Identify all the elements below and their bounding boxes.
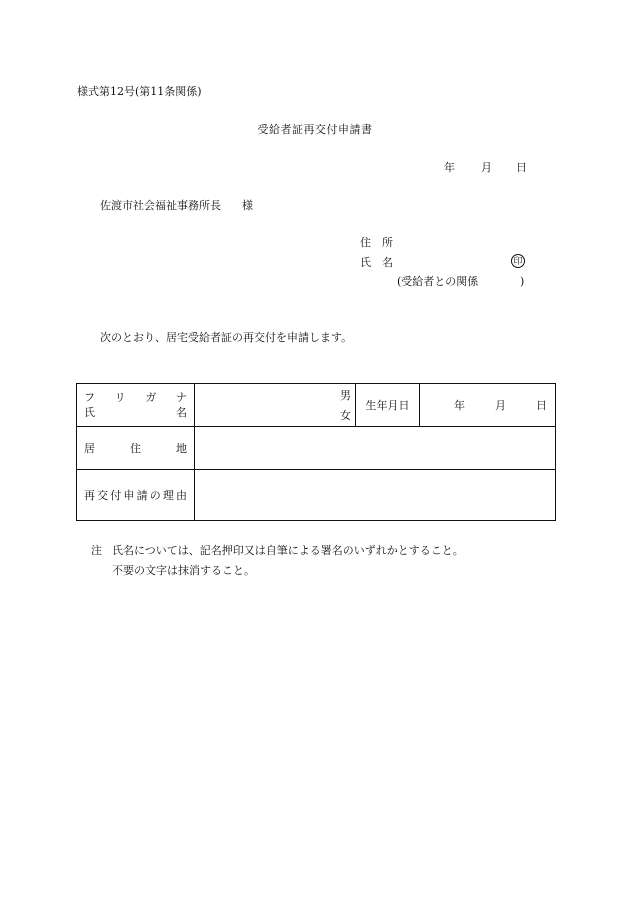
furigana-char: フ xyxy=(84,391,95,404)
reason-label-char: 請 xyxy=(136,488,148,502)
note-line-1: 氏名については、記名押印又は自筆による署名のいずれかとすること。 xyxy=(112,544,464,557)
sex-female-option[interactable]: 女 xyxy=(340,409,351,422)
application-statement: 次のとおり、居宅受給者証の再交付を申請します。 xyxy=(100,331,353,344)
name-and-sex-field[interactable] xyxy=(195,384,356,427)
birthdate-label: 生年月日 xyxy=(356,384,420,427)
name-row xyxy=(77,384,556,427)
addressee-honorific: 様 xyxy=(242,199,253,212)
residence-label-cell xyxy=(77,427,195,470)
furigana-char: ナ xyxy=(175,391,187,404)
residence-row xyxy=(77,427,556,470)
seal-mark-icon: 印 xyxy=(511,254,525,268)
sex-male-option[interactable]: 男 xyxy=(340,389,351,402)
reissue-reason-label xyxy=(77,488,194,503)
form-number: 様式第12号(第11条関係) xyxy=(77,85,202,98)
note-line-2: 不要の文字は抹消すること。 xyxy=(112,564,255,577)
document-title: 受給者証再交付申請書 xyxy=(257,123,373,136)
note-mark: 注 xyxy=(91,544,102,557)
date-year-label: 年 xyxy=(444,161,455,174)
birthdate-year-label: 年 xyxy=(454,399,465,412)
reason-label-char: 再 xyxy=(84,488,95,502)
applicant-info-table xyxy=(76,383,556,521)
residence-label-char: 住 xyxy=(130,441,141,455)
residence-label-char: 地 xyxy=(176,441,187,455)
reason-label-char: 交 xyxy=(97,488,109,502)
date-day-label: 日 xyxy=(516,161,527,174)
name-label-char: 名 xyxy=(176,406,187,419)
reason-label-char: 由 xyxy=(175,488,187,502)
furigana-char: ガ xyxy=(145,391,157,404)
name-label-char: 氏 xyxy=(84,406,95,419)
birthdate-day-label: 日 xyxy=(536,399,547,412)
residence-label-char: 居 xyxy=(84,441,95,455)
furigana-label xyxy=(77,390,194,405)
reason-label-char: 申 xyxy=(123,488,135,502)
reason-label-char: の xyxy=(149,488,161,502)
applicant-name-label: 氏 名 xyxy=(360,256,393,269)
relation-label: (受給者との関係 xyxy=(397,275,479,288)
furigana-char: リ xyxy=(114,391,126,404)
birthdate-month-label: 月 xyxy=(495,399,506,412)
reissue-reason-field[interactable] xyxy=(195,470,556,521)
relation-close-paren: ) xyxy=(520,275,525,288)
reason-label-cell xyxy=(77,470,195,521)
reason-label-char: 理 xyxy=(162,488,174,502)
residence-field[interactable] xyxy=(195,427,556,470)
reason-row xyxy=(77,470,556,521)
residence-label xyxy=(77,441,194,456)
date-month-label: 月 xyxy=(481,161,492,174)
birthdate-field[interactable] xyxy=(420,384,556,427)
applicant-address-label: 住 所 xyxy=(360,236,393,249)
addressee: 佐渡市社会福祉事務所長 xyxy=(100,199,221,212)
name-label xyxy=(77,405,194,420)
furigana-name-label-cell xyxy=(77,384,195,427)
reason-label-char: 付 xyxy=(110,488,122,502)
